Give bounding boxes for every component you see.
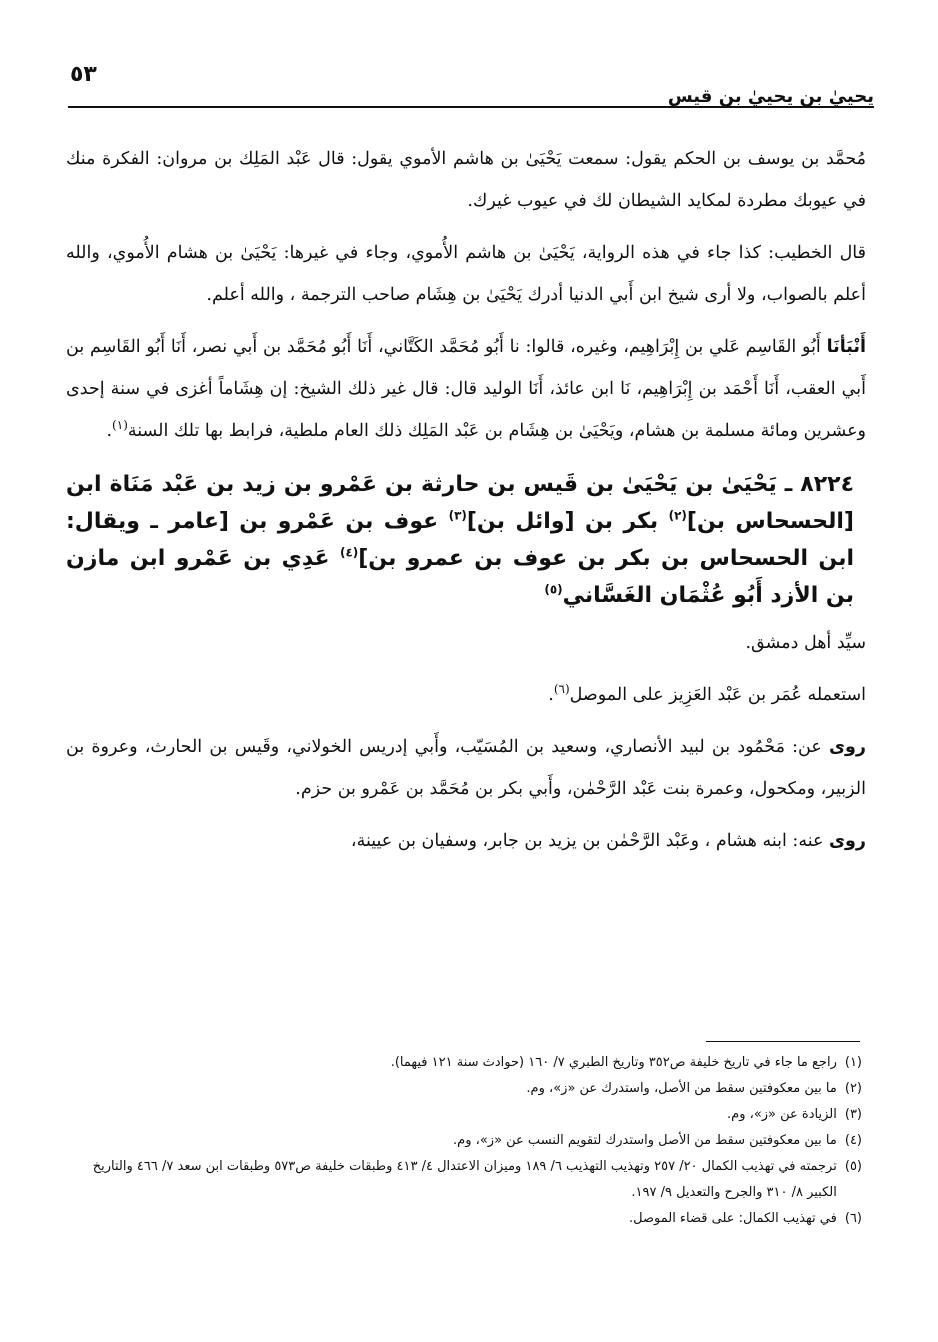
footnotes — [66, 1050, 862, 1232]
paragraph-khatib-note: قال الخطيب: كذا جاء في هذه الرواية، يَحْيَىٰ بن هاشم الأُموي، وجاء في غيرها: يَحْيَىٰ بن هشام الأُموي، والله أعلم بالصواب، ولا أرى شيخ ابن أَبي الدنيا أدرك يَحْيَىٰ بن هِشَام صاحب الترجمة ، والله أعلم. — [66, 243, 866, 305]
footnote-text: الزيادة عن «ز»، وم. — [727, 1107, 837, 1122]
footnote-number: (١) — [844, 1055, 862, 1070]
footnote-item — [66, 1154, 862, 1206]
footnote-ref-4[interactable]: (٤) — [339, 545, 359, 560]
paragraph-description: سيِّد أهل دمشق. — [745, 633, 866, 653]
footnote-text: ترجمته في تهذيب الكمال ٢٠/ ٢٥٧ وتهذيب التهذيب ٦/ ١٨٩ وميزان الاعتدال ٤/ ٤١٣ وطبقات خليفة ص٥٧٣ وطبقات ابن سعد ٧/ ٤٦٦ والتاريخ الكبير ٨/ ٣١٠ والجرح والتعديل ٩/ ١٩٧. — [92, 1159, 837, 1200]
footnote-divider — [706, 1041, 860, 1042]
paragraph-text: عنه: ابنه هشام ، وعَبْد الرَّحْمٰن بن يزيد بن جابر، وسفيان بن عيينة، — [350, 831, 829, 851]
paragraph-text: استعمله عُمَر بن عَبْد العَزِيز على الموصل — [569, 685, 866, 705]
footnote-item — [66, 1076, 862, 1102]
paragraph-lead-word: أَنْبَأنَا — [826, 337, 866, 357]
footnote-number: (٣) — [844, 1107, 862, 1122]
paragraph-lead-word: روى — [829, 831, 866, 851]
running-title: يحييٰ بن يحييٰ بن قيس — [667, 86, 874, 107]
paragraph-text: عن: مَحْمُود بن لبيد الأنصاري، وسعيد بن المُسَيّب، وأَبي إدريس الخولاني، وقَيس بن الحارث، وعروة بن الزبير، ومكحول، وعمرة بنت عَبْد الرَّحْمٰن، وأَبي بكر بن مُحَمَّد بن عَمْرو بن حزم. — [66, 737, 866, 799]
footnote-item — [66, 1102, 862, 1128]
footnote-text: في تهذيب الكمال: على قضاء الموصل. — [628, 1211, 837, 1226]
footnote-number: (٦) — [844, 1211, 862, 1226]
paragraph-appointment — [66, 674, 866, 716]
footnote-ref-3[interactable]: (٣) — [448, 508, 467, 523]
footnote-ref-6[interactable]: (٦) — [553, 682, 570, 697]
footnote-item — [66, 1128, 862, 1154]
footnote-text: راجع ما جاء في تاريخ خليفة ص٣٥٢ وتاريخ الطبري ٧/ ١٦٠ (حوادث سنة ١٢١ فيهما). — [390, 1055, 837, 1070]
paragraph-quote: مُحمَّد بن يوسف بن الحكم يقول: سمعت يَحْيَىٰ بن هاشم الأموي يقول: قال عَبْد المَلِك بن مروان: الفكرة منك في عيوبك مطردة لمكايد الشيطان لك في عيوب غيرك. — [66, 149, 866, 211]
footnote-ref-5[interactable]: (٥) — [544, 582, 563, 597]
footnote-text: ما بين معكوفتين سقط من الأصل، واستدرك عن «ز»، وم. — [526, 1081, 837, 1096]
footnote-number: (٢) — [844, 1081, 862, 1096]
paragraph-end: . — [106, 421, 113, 441]
paragraph-narrated-from — [66, 726, 866, 810]
entry-heading-part: عوف بن عَمْرو بن [عامر ـ ويقال: ابن الحسحاس بن بكر بن عوف بن عمرو بن] — [66, 509, 854, 571]
page-header — [68, 62, 874, 108]
entry-heading-part: بكر بن [وائل بن] — [466, 509, 669, 534]
biography-entry-heading — [66, 466, 854, 614]
paragraph-text: أَبُو القَاسِم عَلي بن إِبْرَاهِيم، وغيره، قالوا: نا أَبُو مُحَمَّد الكَتَّاني، أَنَا أَبُو مُحَمَّد بن أَبي نصر، أَنَا أَبُو القَاسِم بن أَبي العقب، أَنَا أَحْمَد بن إِبْرَاهِيم، نَا ابن عائذ، أَنَا الوليد قال: قال غير ذلك الشيخ: إن هِشَاماً أغزى في سنة إحدى وعشرين ومائة مسلمة بن هشام، ويَحْيَىٰ بن هِشَام بن عَبْد المَلِك ذلك العام ملطية، فرابط بها تلك السنة — [66, 337, 866, 441]
footnote-item — [66, 1206, 862, 1232]
footnote-ref-1[interactable]: (١) — [112, 418, 128, 433]
entry-heading-part: عَدِي بن عَمْرو ابن مازن بن الأزد أَبُو عُثْمَان الغَسَّاني — [66, 546, 854, 608]
footnote-text: ما بين معكوفتين سقط من الأصل واستدرك لتقويم النسب عن «ز»، وم. — [453, 1133, 837, 1148]
page-number: ٥٣ — [70, 62, 97, 87]
paragraph-isnad — [66, 326, 866, 452]
footnote-number: (٤) — [844, 1133, 862, 1148]
paragraph-lead-word: روى — [829, 737, 866, 757]
paragraph-end: . — [548, 685, 554, 705]
footnote-ref-2[interactable]: (٢) — [668, 508, 687, 523]
footnote-number: (٥) — [844, 1159, 862, 1174]
footnote-item — [66, 1050, 862, 1076]
entry-heading-part: ٨٢٢٤ ـ يَحْيَىٰ بن يَحْيَىٰ بن قَيس بن حارثة بن عَمْرو بن زيد بن عَبْد مَنَاة ابن [الحسحاس بن] — [66, 472, 854, 534]
paragraph-narrated-by — [66, 820, 866, 862]
main-text — [66, 138, 866, 872]
